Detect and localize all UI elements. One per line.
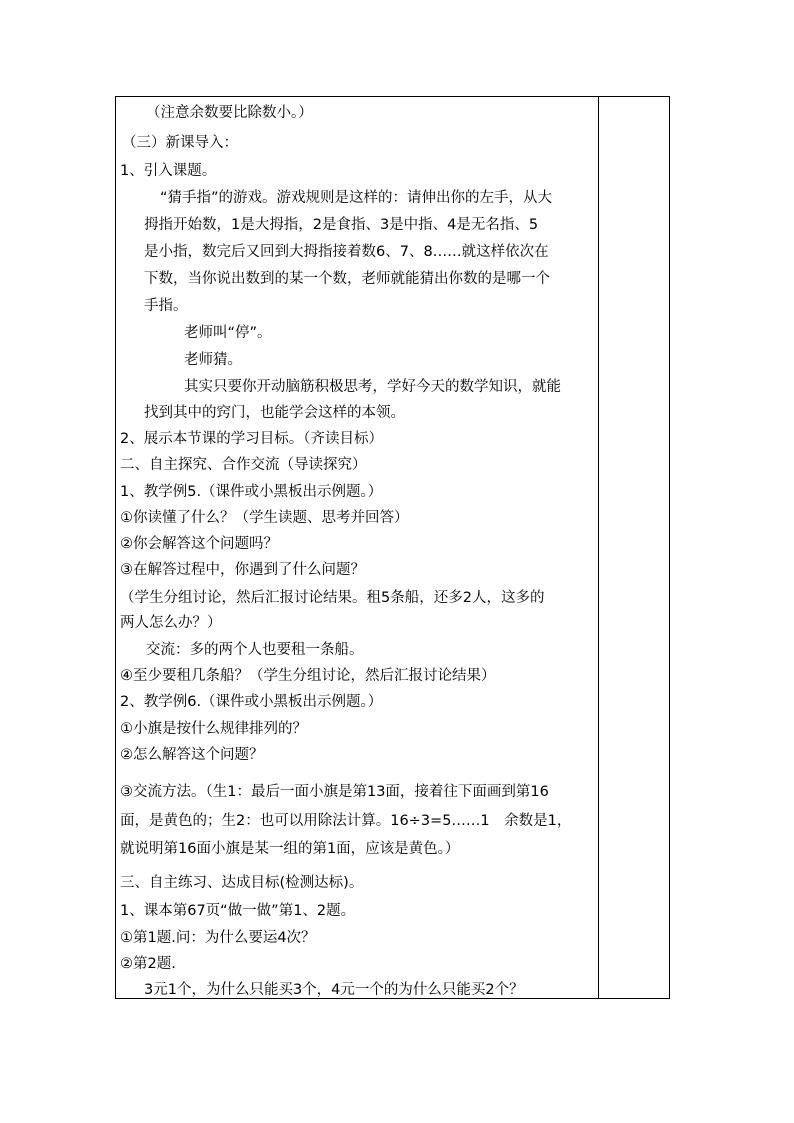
text-line: 其实只要你开动脑筋积极思考，学好今天的数学知识，就能 bbox=[184, 379, 561, 395]
text-line: “猜手指”的游戏。游戏规则是这样的：请伸出你的左手，从大 bbox=[160, 190, 553, 206]
text-line: 2、展示本节课的学习目标。（齐读目标） bbox=[120, 431, 383, 447]
text-line: 1、教学例5.（课件或小黑板出示例题。） bbox=[120, 484, 383, 500]
text-line: （注意余数要比除数小。） bbox=[146, 105, 313, 121]
text-line: ④至少要租几条船？（学生分组讨论，然后汇报讨论结果） bbox=[120, 668, 496, 684]
text-line: ②怎么解答这个问题？ bbox=[120, 747, 264, 763]
text-line: ①第1题.问：为什么要运4次？ bbox=[120, 930, 316, 946]
section-heading: 二、自主探究、合作交流（导读探究） bbox=[120, 457, 367, 473]
text-line: ②第2题. bbox=[120, 956, 176, 972]
text-line: ①小旗是按什么规律排列的？ bbox=[120, 721, 307, 737]
text-line: 是小指，数完后又回到大拇指接着数6、7、8……就这样依次在 bbox=[144, 244, 549, 260]
text-line: ②你会解答这个问题吗？ bbox=[120, 536, 278, 552]
text-line: 就说明第16面小旗是某一组的第1面，应该是黄色。） bbox=[120, 841, 460, 857]
lesson-table bbox=[115, 96, 670, 999]
text-line: 面，是黄色的；生2：也可以用除法计算。16÷3=5……1 余数是1， bbox=[120, 813, 572, 829]
text-line: ①你读懂了什么？（学生读题、思考并回答） bbox=[120, 510, 409, 526]
text-line: 老师叫“停”。 bbox=[184, 325, 272, 341]
text-line: 1、课本第67页“做一做”第1、2题。 bbox=[120, 903, 356, 919]
lesson-content-cell bbox=[116, 97, 598, 998]
text-line: 两人怎么办？） bbox=[120, 615, 222, 631]
text-line: 下数，当你说出数到的某一个数，老师就能猜出你数的是哪一个 bbox=[144, 271, 550, 287]
section-heading: （三）新课导入： bbox=[122, 135, 238, 151]
text-line: ③交流方法。（生1：最后一面小旗是第13面，接着往下面画到第16 bbox=[120, 784, 549, 800]
text-line: 交流：多的两个人也要租一条船。 bbox=[146, 642, 364, 658]
section-heading: 三、自主练习、达成目标(检测达标)。 bbox=[120, 875, 364, 891]
text-line: 手指。 bbox=[144, 298, 188, 314]
text-line: 老师猜。 bbox=[184, 352, 242, 368]
text-line: 拇指开始数，1是大拇指，2是食指、3是中指、4是无名指、5 bbox=[144, 217, 539, 233]
text-line: 找到其中的窍门，也能学会这样的本领。 bbox=[144, 405, 405, 421]
text-line: 2、教学例6.（课件或小黑板出示例题。） bbox=[120, 694, 383, 710]
text-line: （学生分组讨论，然后汇报讨论结果。租5条船，还多2人，这多的 bbox=[120, 590, 545, 606]
notes-cell bbox=[599, 97, 669, 998]
text-line: 3元1个，为什么只能买3个，4元一个的为什么只能买2个？ bbox=[144, 982, 524, 998]
text-line: 1、引入课题。 bbox=[120, 163, 217, 179]
text-line: ③在解答过程中，你遇到了什么问题？ bbox=[120, 562, 365, 578]
